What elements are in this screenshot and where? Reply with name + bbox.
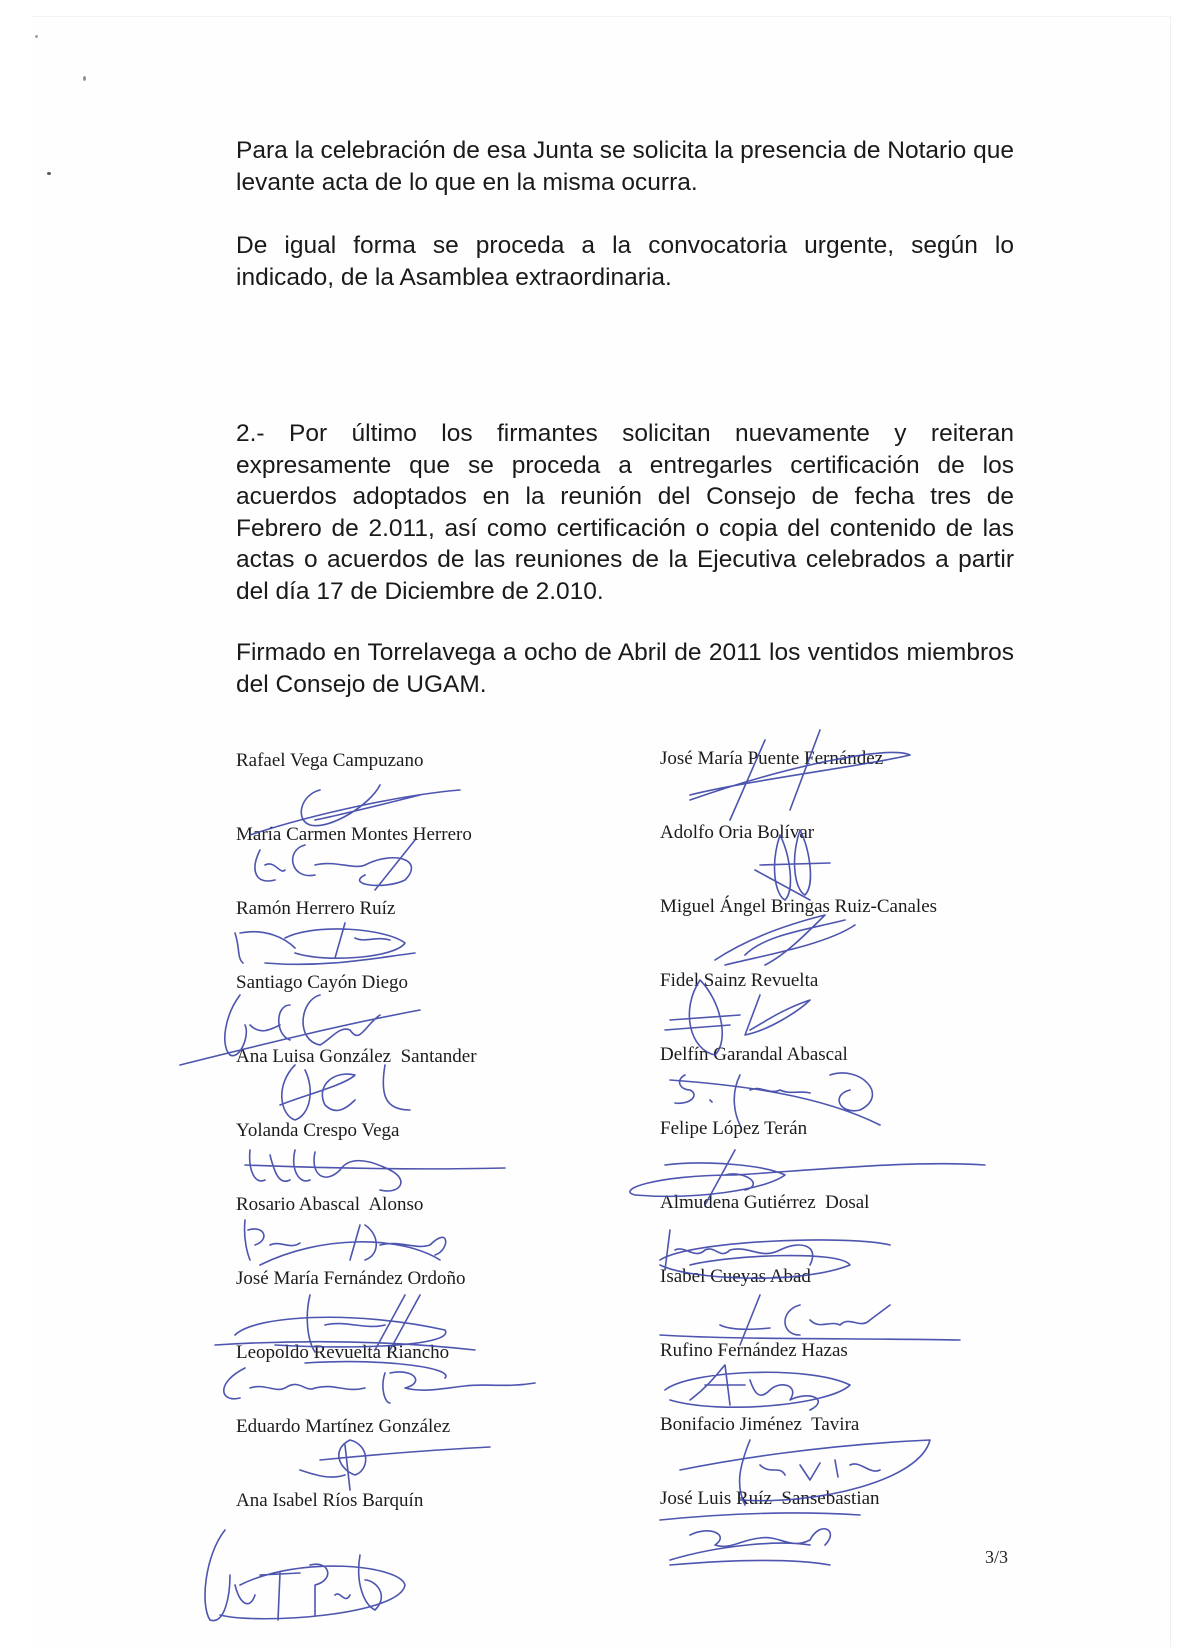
paragraph-firmado: Firmado en Torrelavega a ocho de Abril de 2011 los ventidos miembros del Consejo de UGAM. — [236, 639, 1014, 698]
signatory-name-right: Adolfo Oria Bolívar — [660, 822, 815, 843]
signatory-name-left: José María Fernández Ordoño — [236, 1268, 466, 1289]
scan-speck — [35, 35, 38, 38]
signatory-name-right: Miguel Ángel Bringas Ruiz-Canales — [660, 896, 938, 917]
signatory-name-right: José Luis Ruíz Sansebastian — [660, 1488, 880, 1509]
signature-ramon-herrero — [225, 918, 425, 978]
signatory-name-left: María Carmen Montes Herrero — [236, 824, 472, 845]
page-number: 3/3 — [985, 1547, 1009, 1567]
signature-maria-carmen-montes — [245, 830, 445, 900]
signatory-name-left: Santiago Cayón Diego — [236, 972, 409, 993]
signatory-name-left: Ramón Herrero Ruíz — [236, 898, 396, 919]
signature-yolanda-crespo — [240, 1140, 510, 1200]
paragraph-notario: Para la celebración de esa Junta se solicita la presencia de Notario que levante acta de lo que en la misma ocurra. — [236, 137, 1014, 196]
signature-eduardo-martinez — [290, 1435, 490, 1495]
signature-almudena-gutierrez — [650, 1220, 910, 1290]
signatory-name-right: Fidel Sainz Revuelta — [660, 970, 819, 991]
paragraph-certificacion: 2.- Por último los firmantes solicitan nuevamente y reiteran expresamente que se proceda a entregarles certificación de los acuerdos adoptados en la reunión del Consejo de fecha tres de Febrero de 2.011, así como certificación o copia del contenido de las actas o acuerdos de las reuniones de la Ejecutiva celebrados a partir del día 17 de Diciembre de 2.010. — [236, 420, 1014, 605]
signature-bonifacio-jimenez — [670, 1425, 940, 1515]
signatory-name-right: Isabel Cueyas Abad — [660, 1266, 811, 1287]
signatory-name-right: Rufino Fernández Hazas — [660, 1340, 848, 1361]
signatory-name-left: Rosario Abascal Alonso — [236, 1194, 424, 1215]
signatory-name-right: Felipe López Terán — [660, 1118, 808, 1139]
signatory-name-left: Eduardo Martínez González — [236, 1416, 451, 1437]
signatory-name-left: Rafael Vega Campuzano — [236, 750, 424, 771]
signatory-name-right: Bonifacio Jiménez Tavira — [660, 1414, 860, 1435]
signatory-name-right: Delfín Garandal Abascal — [660, 1044, 848, 1065]
signatory-name-left: Ana Luisa González Santander — [236, 1046, 477, 1067]
signatory-name-left: Yolanda Crespo Vega — [236, 1120, 400, 1141]
signature-adolfo-oria — [750, 825, 870, 905]
signatory-name-left: Leopoldo Revuelta Riancho — [236, 1342, 450, 1363]
signature-jose-maria-fernandez-ordono — [215, 1290, 475, 1360]
signatory-name-right: José María Puente Fernández — [660, 748, 884, 769]
signature-rosario-abascal — [240, 1215, 470, 1275]
signature-jose-luis-ruiz — [660, 1510, 860, 1570]
scan-speck — [47, 172, 51, 175]
signature-rufino-fernandez — [660, 1360, 860, 1420]
signature-jose-maria-puente — [670, 725, 950, 825]
signatory-name-right: Almudena Gutiérrez Dosal — [660, 1192, 870, 1213]
signature-ana-luisa-gonzalez — [265, 1055, 425, 1135]
paragraph-convocatoria: De igual forma se proceda a la convocatoria urgente, según lo indicado, de la Asamblea extraordinaria. — [236, 232, 1014, 291]
signatory-name-left: Ana Isabel Ríos Barquín — [236, 1490, 424, 1511]
signature-leopoldo-revuelta — [205, 1358, 565, 1418]
signature-felipe-lopez — [615, 1145, 985, 1215]
signature-delfin-garandal — [660, 1065, 890, 1135]
signature-ana-isabel-rios — [200, 1525, 410, 1635]
signature-isabel-cueyas — [660, 1290, 960, 1355]
signature-fidel-sainz — [660, 970, 860, 1060]
scan-speck — [83, 76, 86, 81]
signature-miguel-angel-bringas — [705, 905, 905, 975]
